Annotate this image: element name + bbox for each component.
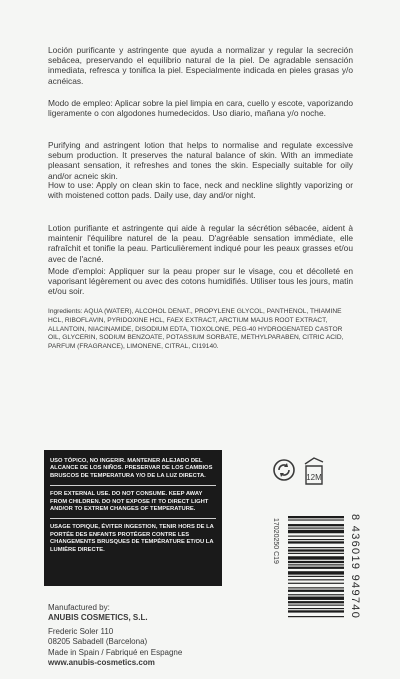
barcode-bars bbox=[288, 516, 344, 617]
open-jar-icon bbox=[305, 458, 323, 484]
english-usage: How to use: Apply on clean skin to face, neck and neckline slightly vaporizing or with moistened cotton pads. Daily use, day and/or night. bbox=[48, 180, 353, 201]
barcode-bar bbox=[288, 536, 344, 537]
warnings-box bbox=[44, 450, 222, 586]
barcode-number: 8 436019 949740 bbox=[349, 514, 361, 620]
barcode-bar bbox=[288, 571, 344, 574]
french-usage: Mode d'emploi: Appliquer sur la peau proper sur le visage, cou et décolleté en vaporisant légèrement ou avec des cotons humidifiés. Utiliser tous les jours, matin et/ou soir. bbox=[48, 266, 353, 297]
barcode-bar bbox=[288, 597, 344, 600]
barcode-bar bbox=[288, 547, 344, 548]
manufacturer-company: ANUBIS COSMETICS, S.L. bbox=[48, 613, 148, 623]
barcode-bar bbox=[288, 530, 344, 533]
lot-number: 17020250 C19 bbox=[272, 518, 279, 564]
barcode-bar bbox=[288, 601, 344, 603]
barcode-bar bbox=[288, 594, 344, 595]
warning-french: USAGE TOPIQUE, ÉVITER INGESTION, TENIR HORS DE LA PORTÉE DES ENFANTS PROTÉGER CONTRE LES CHANGEMENTS BRUSQUES DE TEMPÉRATURE ET/OU LA LUMIÈRE DIRECTE. bbox=[50, 524, 214, 553]
barcode-bar bbox=[288, 608, 344, 609]
manufacturer-info bbox=[48, 603, 248, 668]
packaging-symbols bbox=[272, 452, 332, 492]
ingredients-list: Ingredients: AQUA (WATER), ALCOHOL DENAT., PROPYLENE GLYCOL, PANTHENOL, THIAMINE HCL, RIBOFLAVIN, PYRIDOXINE HCL, FAEX EXTRACT, ARCTIUM MAJUS ROOT EXTRACT, ALLANTOIN, NIACINAMIDE, DISODIUM EDTA, TIOXOLONE, PEG-40 HYDROGENATED CASTOR OIL, GLYCERIN, SODIUM BENZOATE, POTASSIUM SORBATE, METHYLPARABEN, CITRIC ACID, PARFUM (FRAGRANCE), LIMONENE, CITRAL, CI19140. bbox=[48, 308, 344, 351]
warning-divider bbox=[50, 518, 216, 519]
barcode-bar bbox=[288, 567, 344, 569]
barcode-bar bbox=[288, 576, 344, 577]
manufacturer-heading: Manufactured by: bbox=[48, 603, 110, 612]
barcode bbox=[270, 510, 362, 672]
barcode-bar bbox=[288, 539, 344, 540]
manufacturer-city: 08205 Sabadell (Barcelona) bbox=[48, 637, 148, 647]
french-description: Lotion purifiante et astringente qui aide à regular la sécrétion sébacée, aident à maintenir l'équilibre naturel de la peau. D'agréable sensation immédiate, elle rafraîchit et tonifie la peau. Particulièrement indiqué pour les peaux grasses et/ou avec de l'acné. bbox=[48, 223, 353, 264]
barcode-bar bbox=[288, 528, 344, 529]
barcode-bar bbox=[288, 564, 344, 565]
barcode-bar bbox=[288, 541, 344, 543]
warning-spanish: USO TÓPICO, NO INGERIR. MANTENER ALEJADO DEL ALCANCE DE LOS NIÑOS. PRESERVAR DE LOS CAMBIOS BRUSCOS DE TEMPERATURA Y/O DE LA LUZ DIRECTA. bbox=[50, 458, 213, 479]
warning-divider bbox=[50, 485, 216, 486]
barcode-bar bbox=[288, 561, 344, 563]
english-description: Purifying and astringent lotion that helps to normalise and regulate excessive sebum production. It preserves the natural balance of skin. With an immediate pleasant sensation, it refreshes and tones the skin. Especially suitable for oily and/or acneic skin. bbox=[48, 140, 353, 181]
spanish-description: Loción purificante y astringente que ayuda a normalizar y regular la secreción sebácea, preservando el equilibrio natural de la piel. De agradable sensación inmediata, refresca y tonifica la piel. Especialmente indicada en pieles grasas y/o acnéicas. bbox=[48, 45, 353, 86]
barcode-bar bbox=[288, 516, 344, 518]
spanish-usage: Modo de empleo: Aplicar sobre la piel limpia en cara, cuello y escote, vaporizando ligeramente o con algodones humedecidos. Uso diario, mañana y/o noche. bbox=[48, 98, 353, 119]
barcode-bar bbox=[288, 524, 344, 526]
barcode-bar bbox=[288, 583, 344, 584]
barcode-bar bbox=[288, 610, 344, 612]
barcode-bar bbox=[288, 605, 344, 606]
barcode-bar bbox=[288, 549, 344, 551]
manufacturer-origin: Made in Spain / Fabriqué en Espagne bbox=[48, 647, 183, 657]
pao-label: 12M bbox=[306, 473, 322, 482]
warning-english: FOR EXTERNAL USE. DO NOT CONSUME. KEEP AWAY FROM CHILDREN. DO NOT EXPOSE IT TO DIRECT LIGHT AND/OR TO EXTREM CHANGES OF TEMPERATURE. bbox=[50, 491, 209, 513]
barcode-bar bbox=[288, 590, 344, 592]
recycle-icon bbox=[274, 460, 294, 480]
manufacturer-website: www.anubis-cosmetics.com bbox=[48, 658, 155, 668]
barcode-bar bbox=[288, 616, 344, 617]
barcode-bar bbox=[288, 587, 344, 588]
barcode-bar bbox=[288, 519, 344, 520]
barcode-bar bbox=[288, 553, 344, 554]
barcode-bar bbox=[288, 556, 344, 559]
barcode-bar bbox=[288, 579, 344, 580]
manufacturer-street: Frederic Soler 110 bbox=[48, 626, 114, 636]
